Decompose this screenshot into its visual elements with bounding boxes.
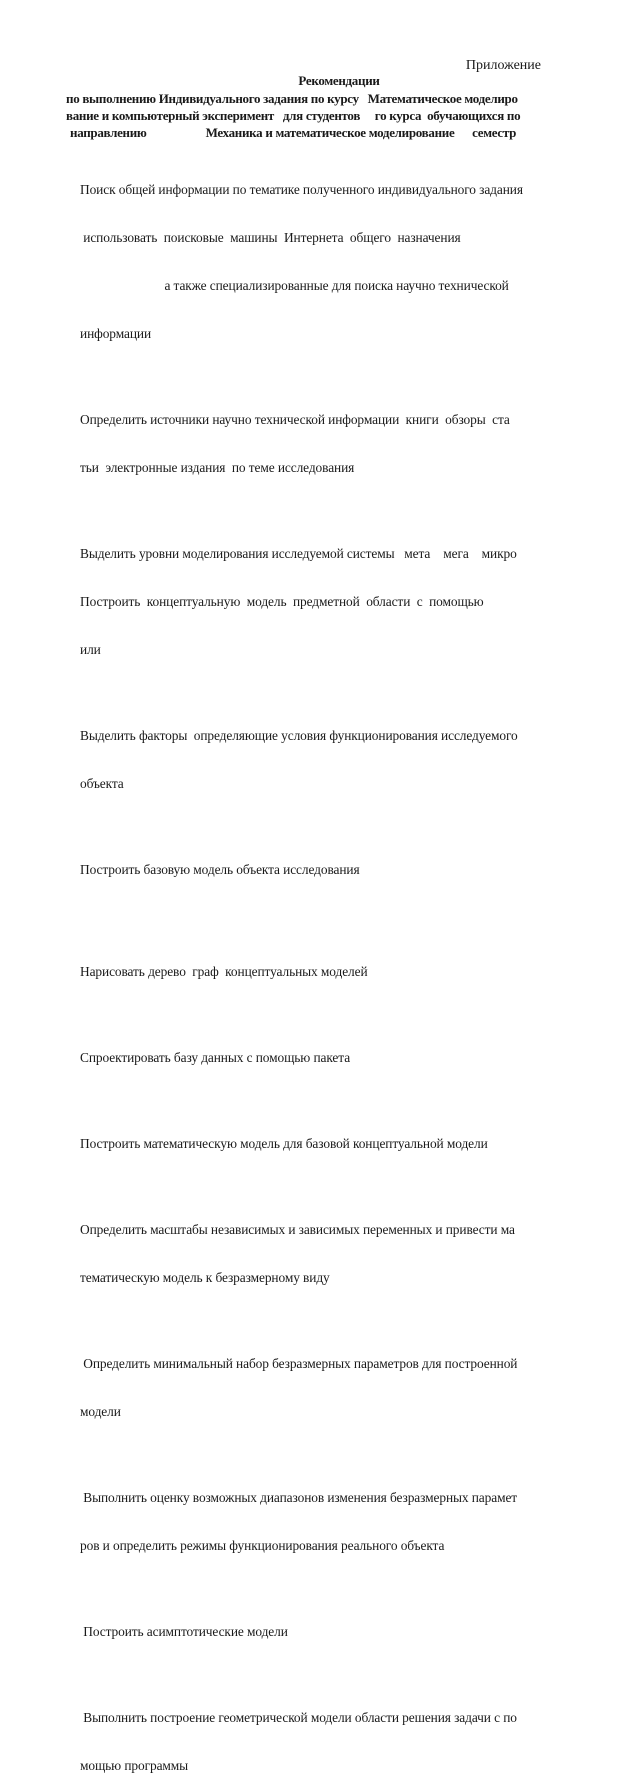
item-line: Поиск общей информации по тематике полученного индивидуального задания [80,182,523,197]
item-line: Определить источники научно технической информации книги обзоры ста [80,412,510,427]
item-line: Выполнить оценку возможных диапазонов изменения безразмерных парамет [80,1490,518,1505]
list-item [80,932,558,1012]
item-line: Выделить уровни моделирования исследуемой системы мета мега микро [80,546,517,561]
item-line: модели [80,1404,121,1419]
item-line: тьи электронные издания по теме исследования [80,460,355,475]
list-item [80,830,558,910]
spacer [80,916,558,932]
list-item [80,1018,558,1098]
header-line-1: по выполнению Индивидуального задания по курсу Математическое моделиро [66,91,518,106]
list-item [80,150,558,374]
item-line: Построить математическую модель для базовой концептуальной модели [80,1136,488,1151]
item-line: информации [80,326,152,341]
appendix-label: Приложение [465,58,541,73]
item-line: Определить масштабы независимых и зависимых переменных и привести ма [80,1222,515,1237]
item-line: Построить базовую модель объекта исследования [80,862,360,877]
list-item [80,1190,558,1318]
item-line: Спроектировать базу данных с помощью пакета [80,1050,351,1065]
list-item [80,696,558,824]
list-item [80,1458,558,1586]
header-line-2: вание и компьютерный эксперимент для студентов го курса обучающихся по [66,108,521,123]
list-item [80,380,558,508]
item-line: а также специализированные для поиска научно технической [80,278,509,293]
item-line: Выполнить построение геометрической модели области решения задачи с по [80,1710,517,1725]
item-line: использовать поисковые машины Интернета общего назначения [80,230,461,245]
item-line: объекта [80,776,124,791]
item-line: мощью программы [80,1758,189,1773]
list-item [80,1678,558,1786]
item-line: Определить минимальный набор безразмерных параметров для построенной [80,1356,518,1371]
item-line: Построить асимптотические модели [80,1624,288,1639]
list-item [80,1324,558,1452]
header-line-3: направлению Механика и математическое моделирование семестр [70,125,517,140]
item-line: Построить концептуальную модель предметной области с помощью [80,594,484,609]
item-line: Нарисовать дерево граф концептуальных моделей [80,964,368,979]
recommendations-list [80,150,558,1786]
item-line: или [80,642,101,657]
list-item [80,514,558,690]
list-item [80,1104,558,1184]
item-line: Выделить факторы определяющие условия функционирования исследуемого [80,728,518,743]
item-line: тематическую модель к безразмерному виду [80,1270,330,1285]
list-item [80,1592,558,1672]
document-title: Рекомендации [298,73,380,88]
item-line: ров и определить режимы функционирования реального объекта [80,1538,445,1553]
